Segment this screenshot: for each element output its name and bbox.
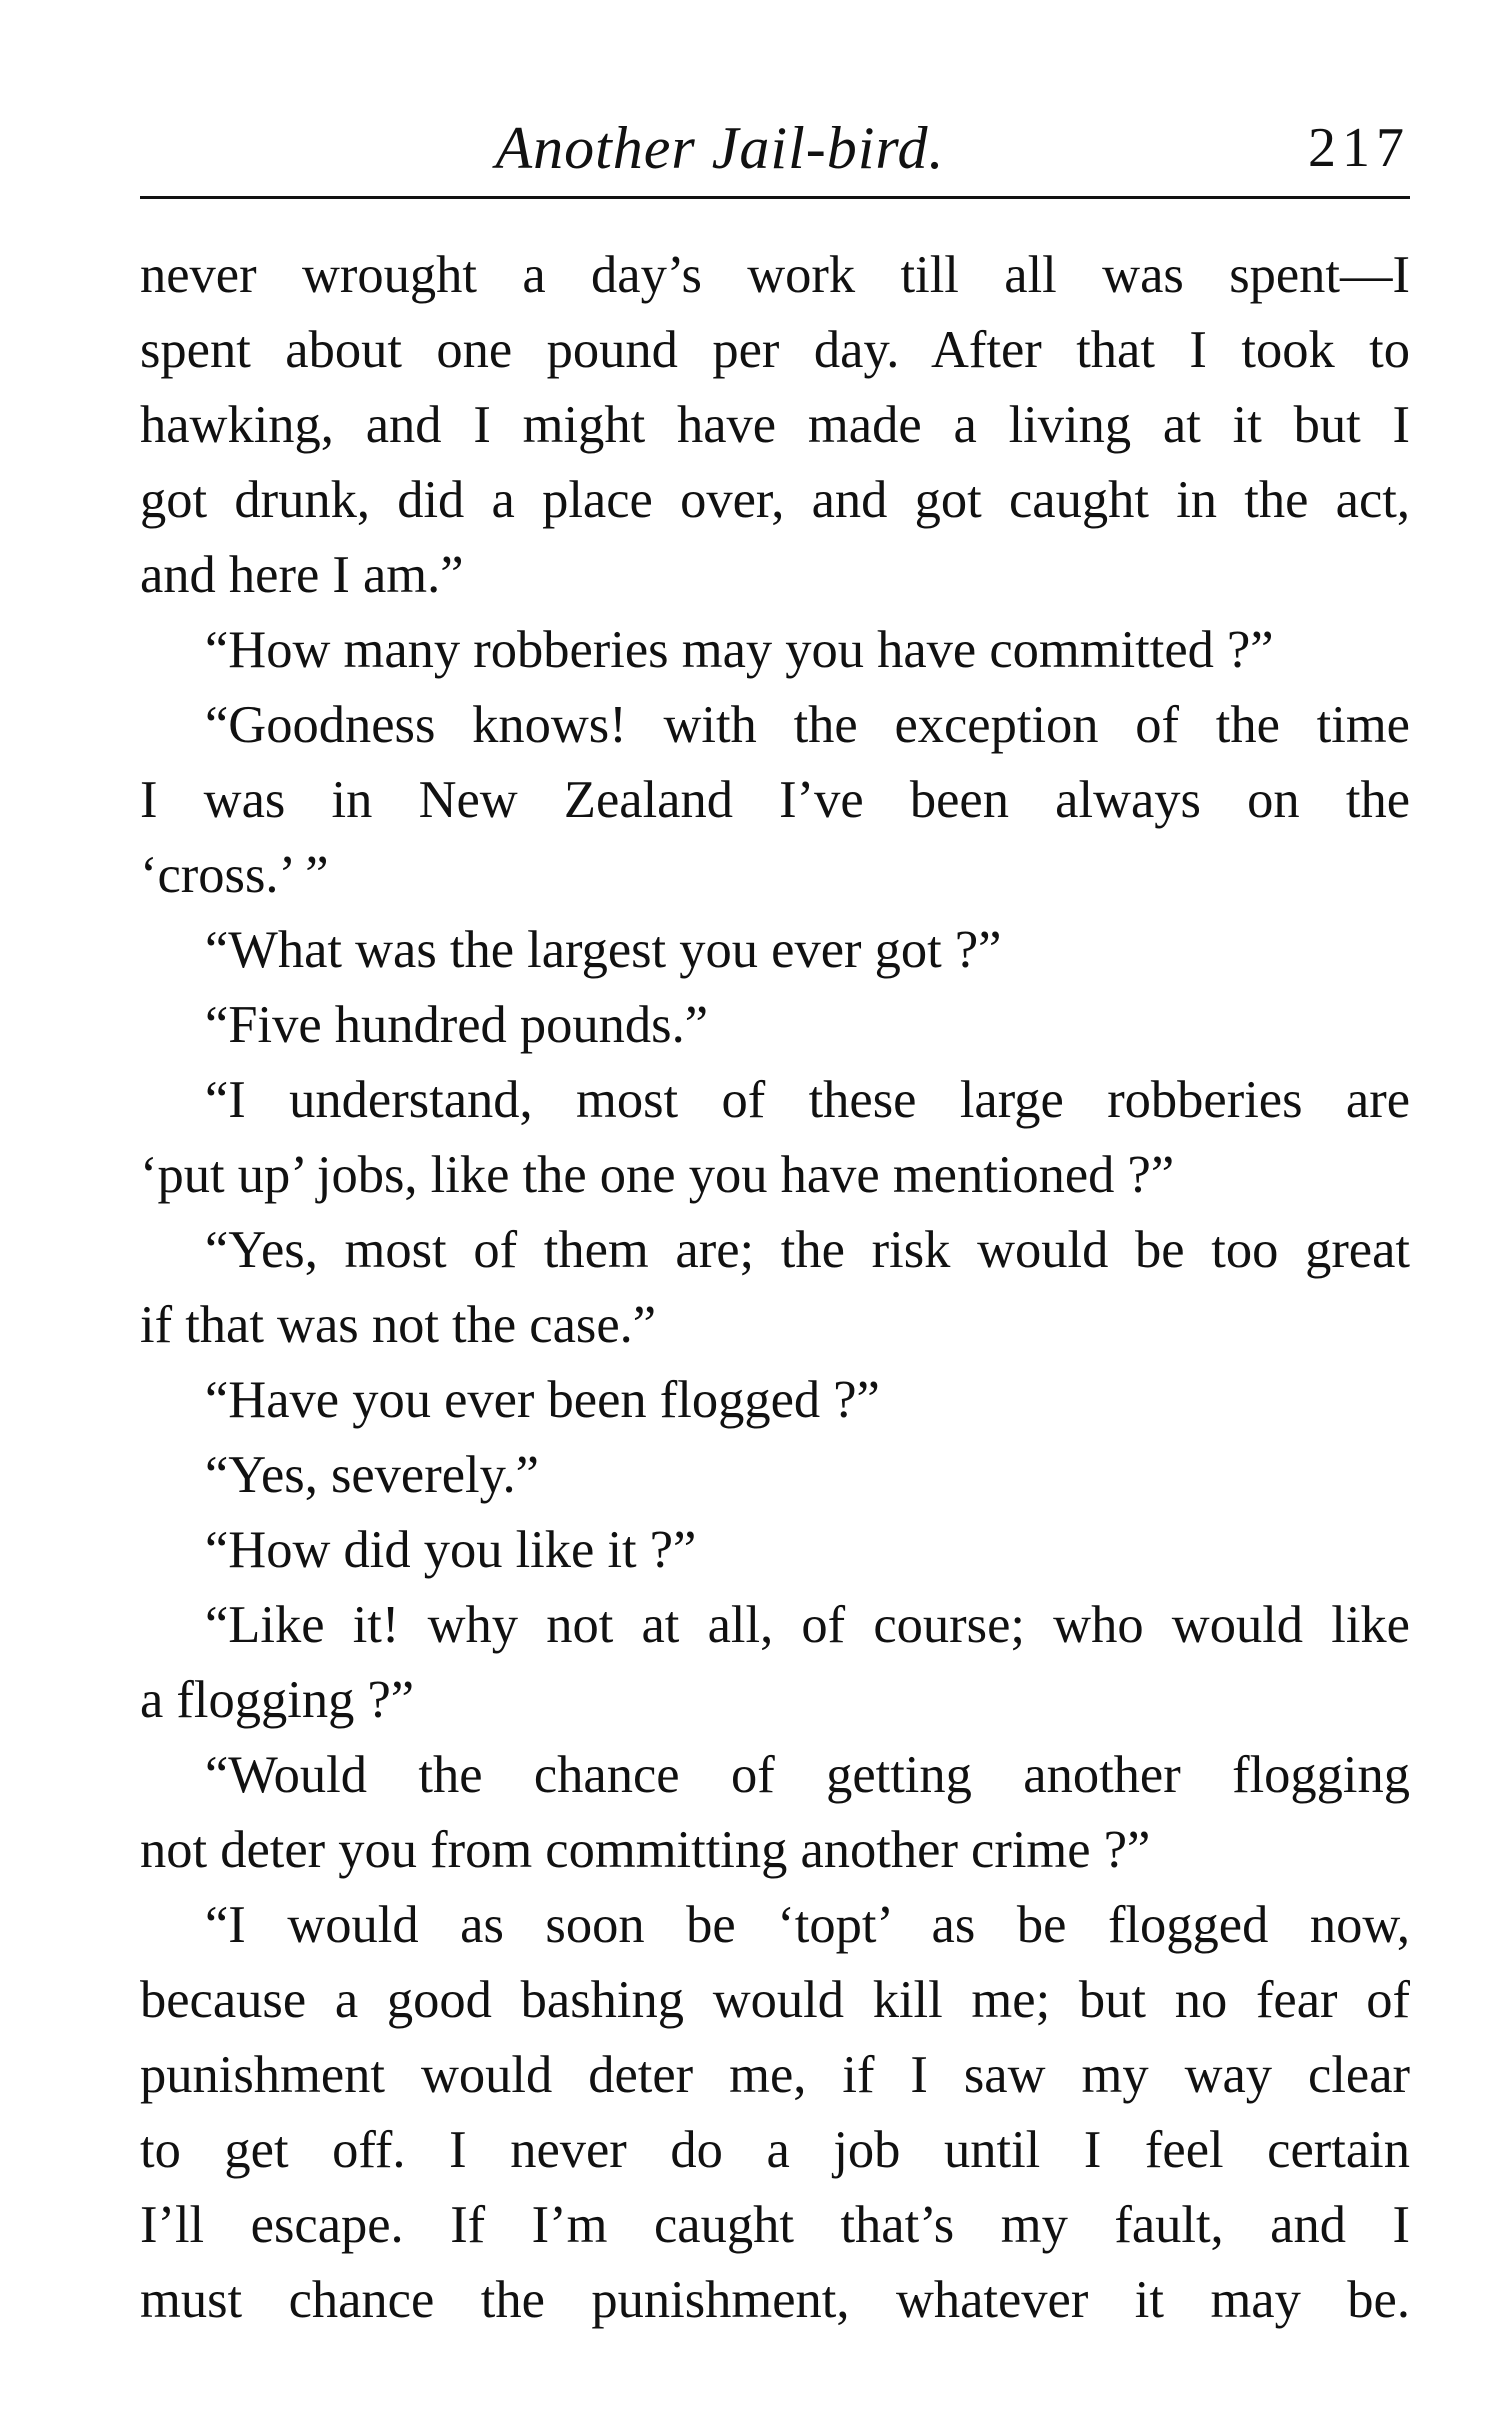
text-line: never wrought a day’s work till all was spent—I bbox=[140, 246, 1410, 304]
text-line: “Yes, most of them are; the risk would be too great bbox=[205, 1221, 1410, 1279]
text-line: “Would the chance of getting another flogging bbox=[205, 1746, 1410, 1804]
text-line: “How many robberies may you have committed ?” bbox=[205, 621, 1274, 679]
text-line: I was in New Zealand I’ve been always on the bbox=[140, 771, 1410, 829]
text-line: a flogging ?” bbox=[140, 1671, 415, 1729]
text-line: “I would as soon be ‘topt’ as be flogged now, bbox=[205, 1896, 1410, 1954]
body-text bbox=[140, 238, 1410, 2338]
header-rule bbox=[140, 196, 1410, 199]
page-number: 217 bbox=[1308, 117, 1410, 179]
text-line: to get off. I never do a job until I feel certain bbox=[140, 2121, 1410, 2179]
text-line: I’ll escape. If I’m caught that’s my fault, and I bbox=[140, 2196, 1410, 2254]
text-line: ‘put up’ jobs, like the one you have mentioned ?” bbox=[140, 1146, 1175, 1204]
text-line: “Goodness knows! with the exception of the time bbox=[205, 696, 1410, 754]
text-line: got drunk, did a place over, and got caught in the act, bbox=[140, 471, 1410, 529]
text-line: and here I am.” bbox=[140, 546, 464, 604]
text-line: “What was the largest you ever got ?” bbox=[205, 921, 1002, 979]
text-line: if that was not the case.” bbox=[140, 1296, 657, 1354]
text-line: ‘cross.’ ” bbox=[140, 846, 329, 904]
text-line: “Five hundred pounds.” bbox=[205, 996, 709, 1054]
text-line: hawking, and I might have made a living at it but I bbox=[140, 396, 1410, 454]
running-title: Another Jail-bird. bbox=[495, 115, 945, 181]
text-line: must chance the punishment, whatever it may be. bbox=[140, 2271, 1410, 2329]
text-line: “Like it! why not at all, of course; who would like bbox=[205, 1596, 1410, 1654]
text-line: “How did you like it ?” bbox=[205, 1521, 697, 1579]
text-line: punishment would deter me, if I saw my way clear bbox=[140, 2046, 1410, 2104]
text-line: “Yes, severely.” bbox=[205, 1446, 539, 1504]
text-line: because a good bashing would kill me; but no fear of bbox=[140, 1971, 1410, 2029]
running-head bbox=[140, 108, 1410, 188]
text-line: “I understand, most of these large robberies are bbox=[205, 1071, 1410, 1129]
text-line: spent about one pound per day. After that I took to bbox=[140, 321, 1410, 379]
text-line: “Have you ever been flogged ?” bbox=[205, 1371, 880, 1429]
text-line: not deter you from committing another crime ?” bbox=[140, 1821, 1151, 1879]
